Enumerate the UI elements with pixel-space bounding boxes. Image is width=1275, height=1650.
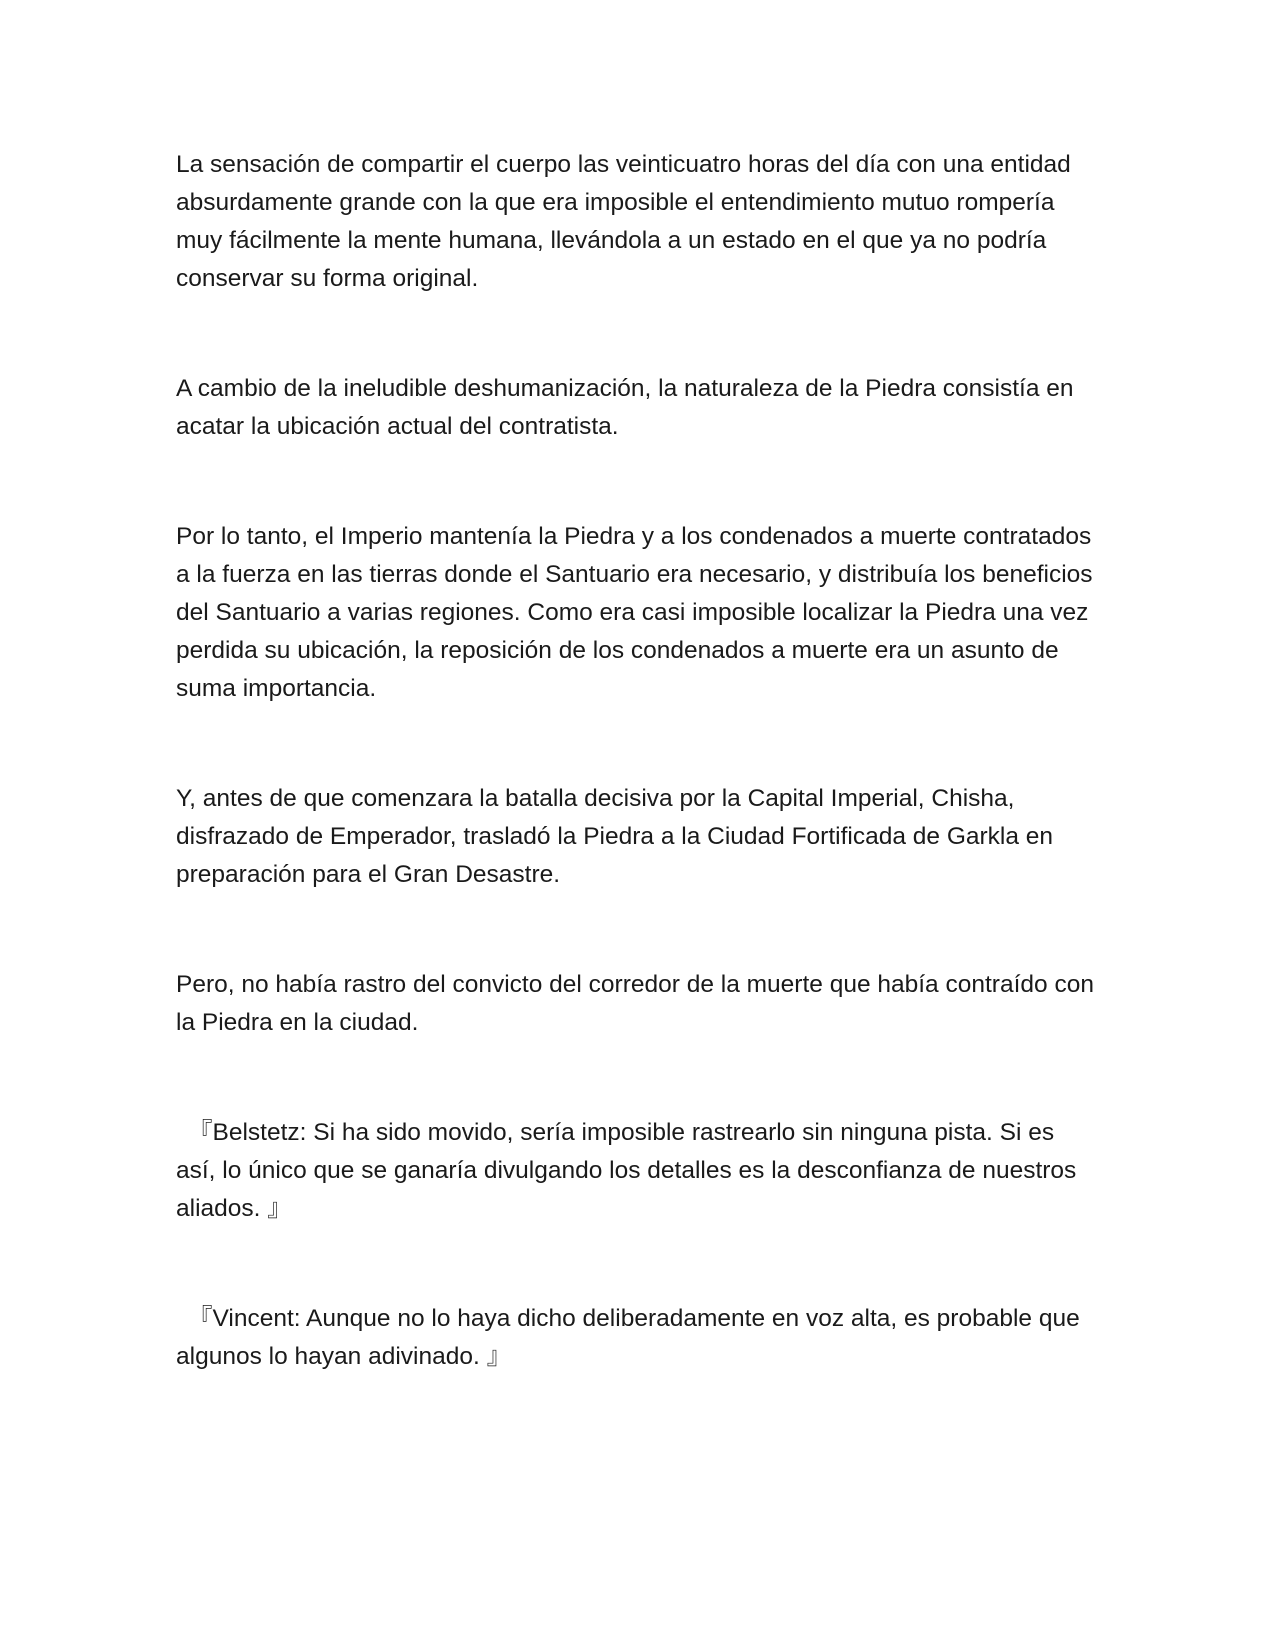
paragraph-2: A cambio de la ineludible deshumanización, la naturaleza de la Piedra consistía en acatar la ubicación actual del contratista. — [176, 375, 1074, 440]
paragraph-1: La sensación de compartir el cuerpo las veinticuatro horas del día con una entidad absurdamente grande con la que era imposible el entendimiento mutuo rompería muy fácilmente la mente humana, llevándola a un estado en el que ya no podría conservar su forma original. — [176, 151, 1071, 292]
paragraph-5: Pero, no había rastro del convicto del corredor de la muerte que había contraído con la Piedra en la ciudad. — [176, 971, 1094, 1036]
dialogue-belstetz: 『Belstetz: Si ha sido movido, sería imposible rastrearlo sin ninguna pista. Si es así, lo único que se ganaría divulgando los detalles es la desconfianza de nuestros aliados. 』 — [176, 1119, 1077, 1222]
document-body — [176, 146, 1096, 1448]
paragraph-3: Por lo tanto, el Imperio mantenía la Piedra y a los condenados a muerte contratados a la fuerza en las tierras donde el Santuario era necesario, y distribuía los beneficios del Santuario a varias regiones. Como era casi imposible localizar la Piedra una vez perdida su ubicación, la reposición de los condenados a muerte era un asunto de suma importancia. — [176, 523, 1093, 702]
dialogue-vincent: 『Vincent: Aunque no lo haya dicho deliberadamente en voz alta, es probable que algunos lo hayan adivinado. 』 — [176, 1305, 1080, 1370]
paragraph-4: Y, antes de que comenzara la batalla decisiva por la Capital Imperial, Chisha, disfrazado de Emperador, trasladó la Piedra a la Ciudad Fortificada de Garkla en preparación para el Gran Desastre. — [176, 785, 1054, 888]
